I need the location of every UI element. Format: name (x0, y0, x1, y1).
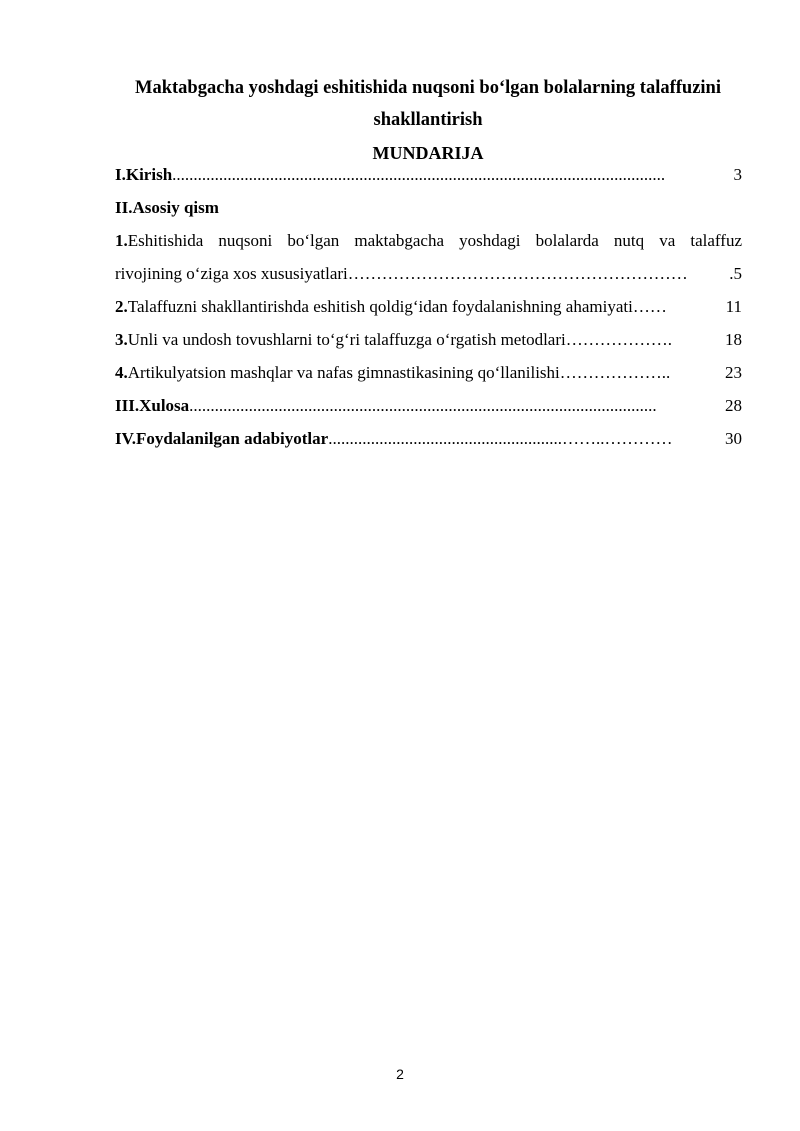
toc-entry-2-page: 11 (725, 297, 742, 316)
toc-entry-1-line2 (115, 262, 742, 286)
toc-entry-4-number: 4. (115, 363, 128, 382)
contents-heading: MUNDARIJA (372, 143, 484, 163)
toc-entry-3-text: Unli va undosh tovushlarni to‘g‘ri talaffuzga o‘rgatish metodlari (127, 330, 566, 349)
toc-entry-1-number: 1. (115, 231, 128, 250)
toc-entry-4 (115, 361, 742, 385)
toc-entry-4-leader: ……………….. (559, 363, 671, 382)
toc-entry-1-leader: …………………………………………………… (347, 264, 688, 283)
toc-entry-2-text: Talaffuzni shakllantirishda eshitish qoldig‘idan foydalanishning ahamiyati (127, 297, 633, 316)
toc-entry-1-text-line1: Eshitishida nuqsoni bo‘lgan maktabgacha yoshdagi bolalarda nutq va talaffuz (127, 231, 742, 250)
toc-entry-references (115, 427, 742, 451)
toc-entry-4-page: 23 (725, 363, 742, 382)
toc-entry-2-number: 2. (115, 297, 128, 316)
document-title-line2: shakllantirish (373, 110, 483, 130)
toc-entry-2-leader: …… (632, 297, 667, 316)
toc-entry-intro (115, 163, 742, 187)
toc-entry-references-page: 30 (725, 429, 742, 448)
toc-entry-conclusion-leader: .............................................................................................................. (189, 396, 657, 415)
toc-entry-intro-leader: .................................................................................................................... (172, 165, 666, 184)
toc-entry-3-number: 3. (115, 330, 128, 349)
toc-entry-main-part-label: II.Asosiy qism (115, 198, 219, 217)
toc-entry-1-text-line2: rivojining o‘ziga xos xususiyatlari (115, 264, 348, 283)
toc-entry-1-line1 (115, 229, 742, 253)
toc-entry-3-page: 18 (725, 330, 742, 349)
document-title-line1: Maktabgacha yoshdagi eshitishida nuqsoni bo‘lgan bolalarning talaffuzini (135, 78, 721, 98)
toc-entry-main-part (115, 196, 742, 220)
toc-entry-3 (115, 328, 742, 352)
page-number: 2 (396, 1066, 404, 1082)
toc-entry-conclusion-page: 28 (725, 396, 742, 415)
toc-entry-references-leader: .......................................................……..………… (328, 429, 673, 448)
toc-entry-3-leader: ………………. (565, 330, 672, 349)
toc-entry-conclusion (115, 394, 742, 418)
toc-entry-4-text: Artikulyatsion mashqlar va nafas gimnastikasining qo‘llanilishi (127, 363, 560, 382)
toc-entry-1-page: .5 (729, 264, 742, 283)
toc-entry-2 (115, 295, 742, 319)
toc-entry-intro-label: I.Kirish (115, 165, 173, 184)
toc-entry-conclusion-label: III.Xulosa (115, 396, 190, 415)
toc-entry-intro-page: 3 (733, 165, 742, 184)
toc-entry-references-label: IV.Foydalanilgan adabiyotlar (115, 429, 329, 448)
